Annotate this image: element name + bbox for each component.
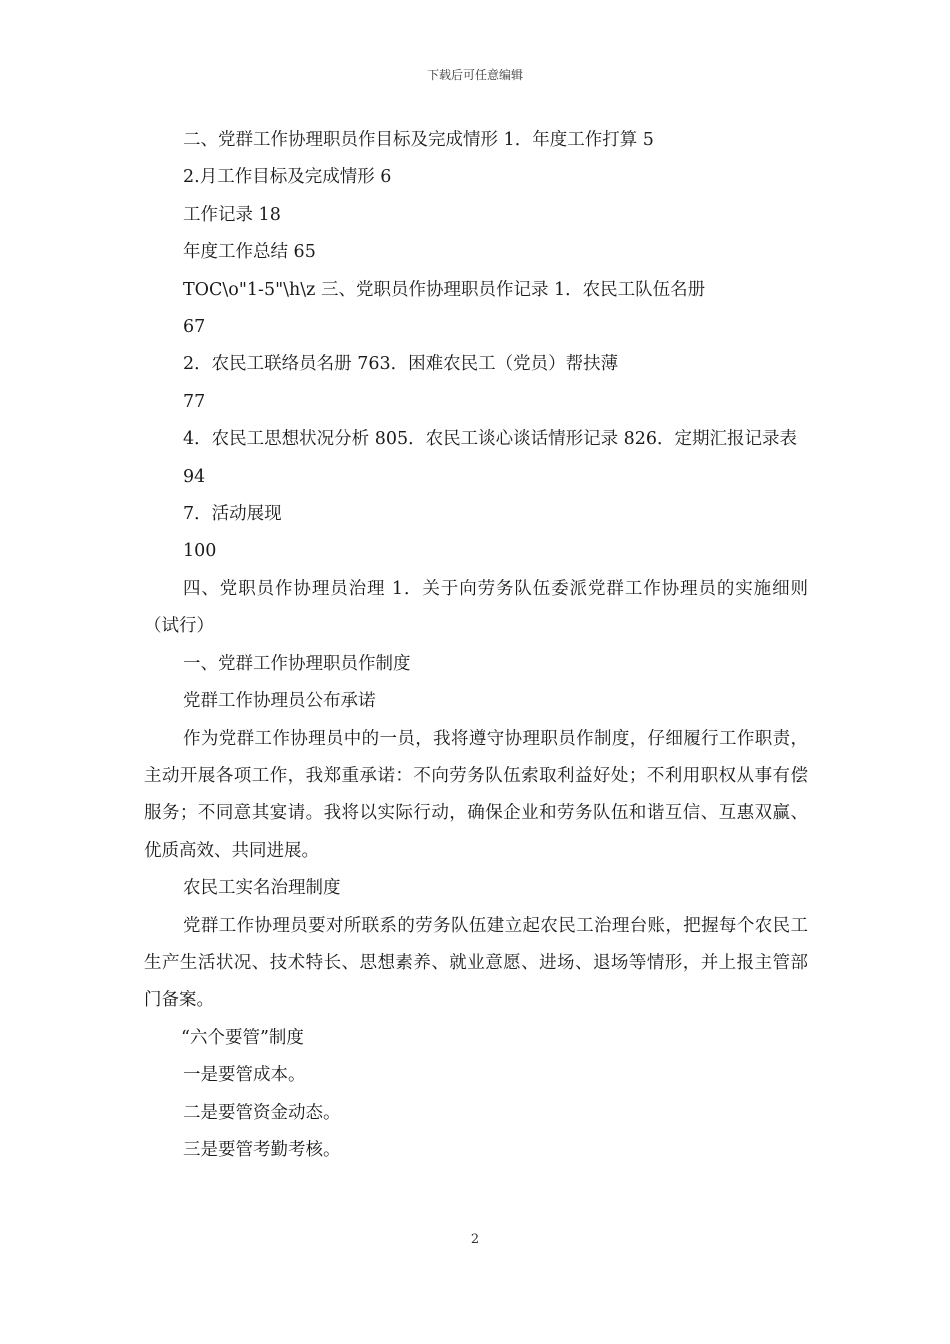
toc-page-number: 67 xyxy=(183,317,206,338)
toc-line-thought-analysis: 4．农民工思想状况分析 805．农民工谈心谈话情形记录 826．定期汇报记录表 xyxy=(183,429,798,450)
toc-page-number: 94 xyxy=(183,466,206,487)
list-item-cost: 一是要管成本。 xyxy=(183,1065,306,1086)
subheading-six-must-manage: “六个要管”制度 xyxy=(181,1027,304,1048)
toc-page-number: 77 xyxy=(183,391,206,412)
paragraph-real-name-management: 党群工作协理员要对所联系的劳务队伍建立起农民工治理台账，把握每个农民工生产生活状况、技术特长、思想素养、就业意愿、进场、退场等情形，并上报主管部门备案。 xyxy=(144,915,808,1011)
section-heading: 一、党群工作协理职员作制度 xyxy=(183,653,411,674)
list-item-funds: 二是要管资金动态。 xyxy=(183,1102,341,1123)
subheading-real-name-management: 农民工实名治理制度 xyxy=(183,878,341,899)
list-item-attendance: 三是要管考勤考核。 xyxy=(183,1139,341,1160)
toc-line-annual-summary: 年度工作总结 65 xyxy=(183,242,316,263)
toc-line-work-records: 工作记录 18 xyxy=(183,204,281,225)
page-number: 2 xyxy=(470,1232,480,1247)
page-header: 下载后可任意编辑 xyxy=(426,68,523,82)
paragraph-commitment: 作为党群工作协理员中的一员，我将遵守协理职员作制度，仔细履行工作职责，主动开展各项工作，我郑重承诺：不向劳务队伍索取利益好处；不利用职权从事有偿服务；不同意其宴请。我将以实际行动，确保企业和劳务队伍和谐互信、互惠双赢、优质高效、共同进展。 xyxy=(144,728,808,861)
toc-line-section-2: 二、党群工作协理职员作目标及完成情形 1．年度工作打算 5 xyxy=(183,130,654,150)
toc-page-number: 100 xyxy=(183,541,217,562)
toc-line-liaison-roster: 2．农民工联络员名册 763．困难农民工（党员）帮扶薄 xyxy=(183,354,619,375)
toc-line-monthly-goals: 2.月工作目标及完成情形 6 xyxy=(183,167,392,188)
subheading-public-commitment: 党群工作协理员公布承诺 xyxy=(183,691,376,712)
toc-line-section-3: TOC\o"1-5"\h\z 三、党职员作协理职员作记录 1．农民工队伍名册 xyxy=(183,279,706,300)
document-body xyxy=(144,122,808,1169)
toc-line-activities: 7．活动展现 xyxy=(183,504,282,525)
toc-line-section-4: 四、党职员作协理员治理 1．关于向劳务队伍委派党群工作协理员的实施细则（试行） xyxy=(144,578,808,637)
